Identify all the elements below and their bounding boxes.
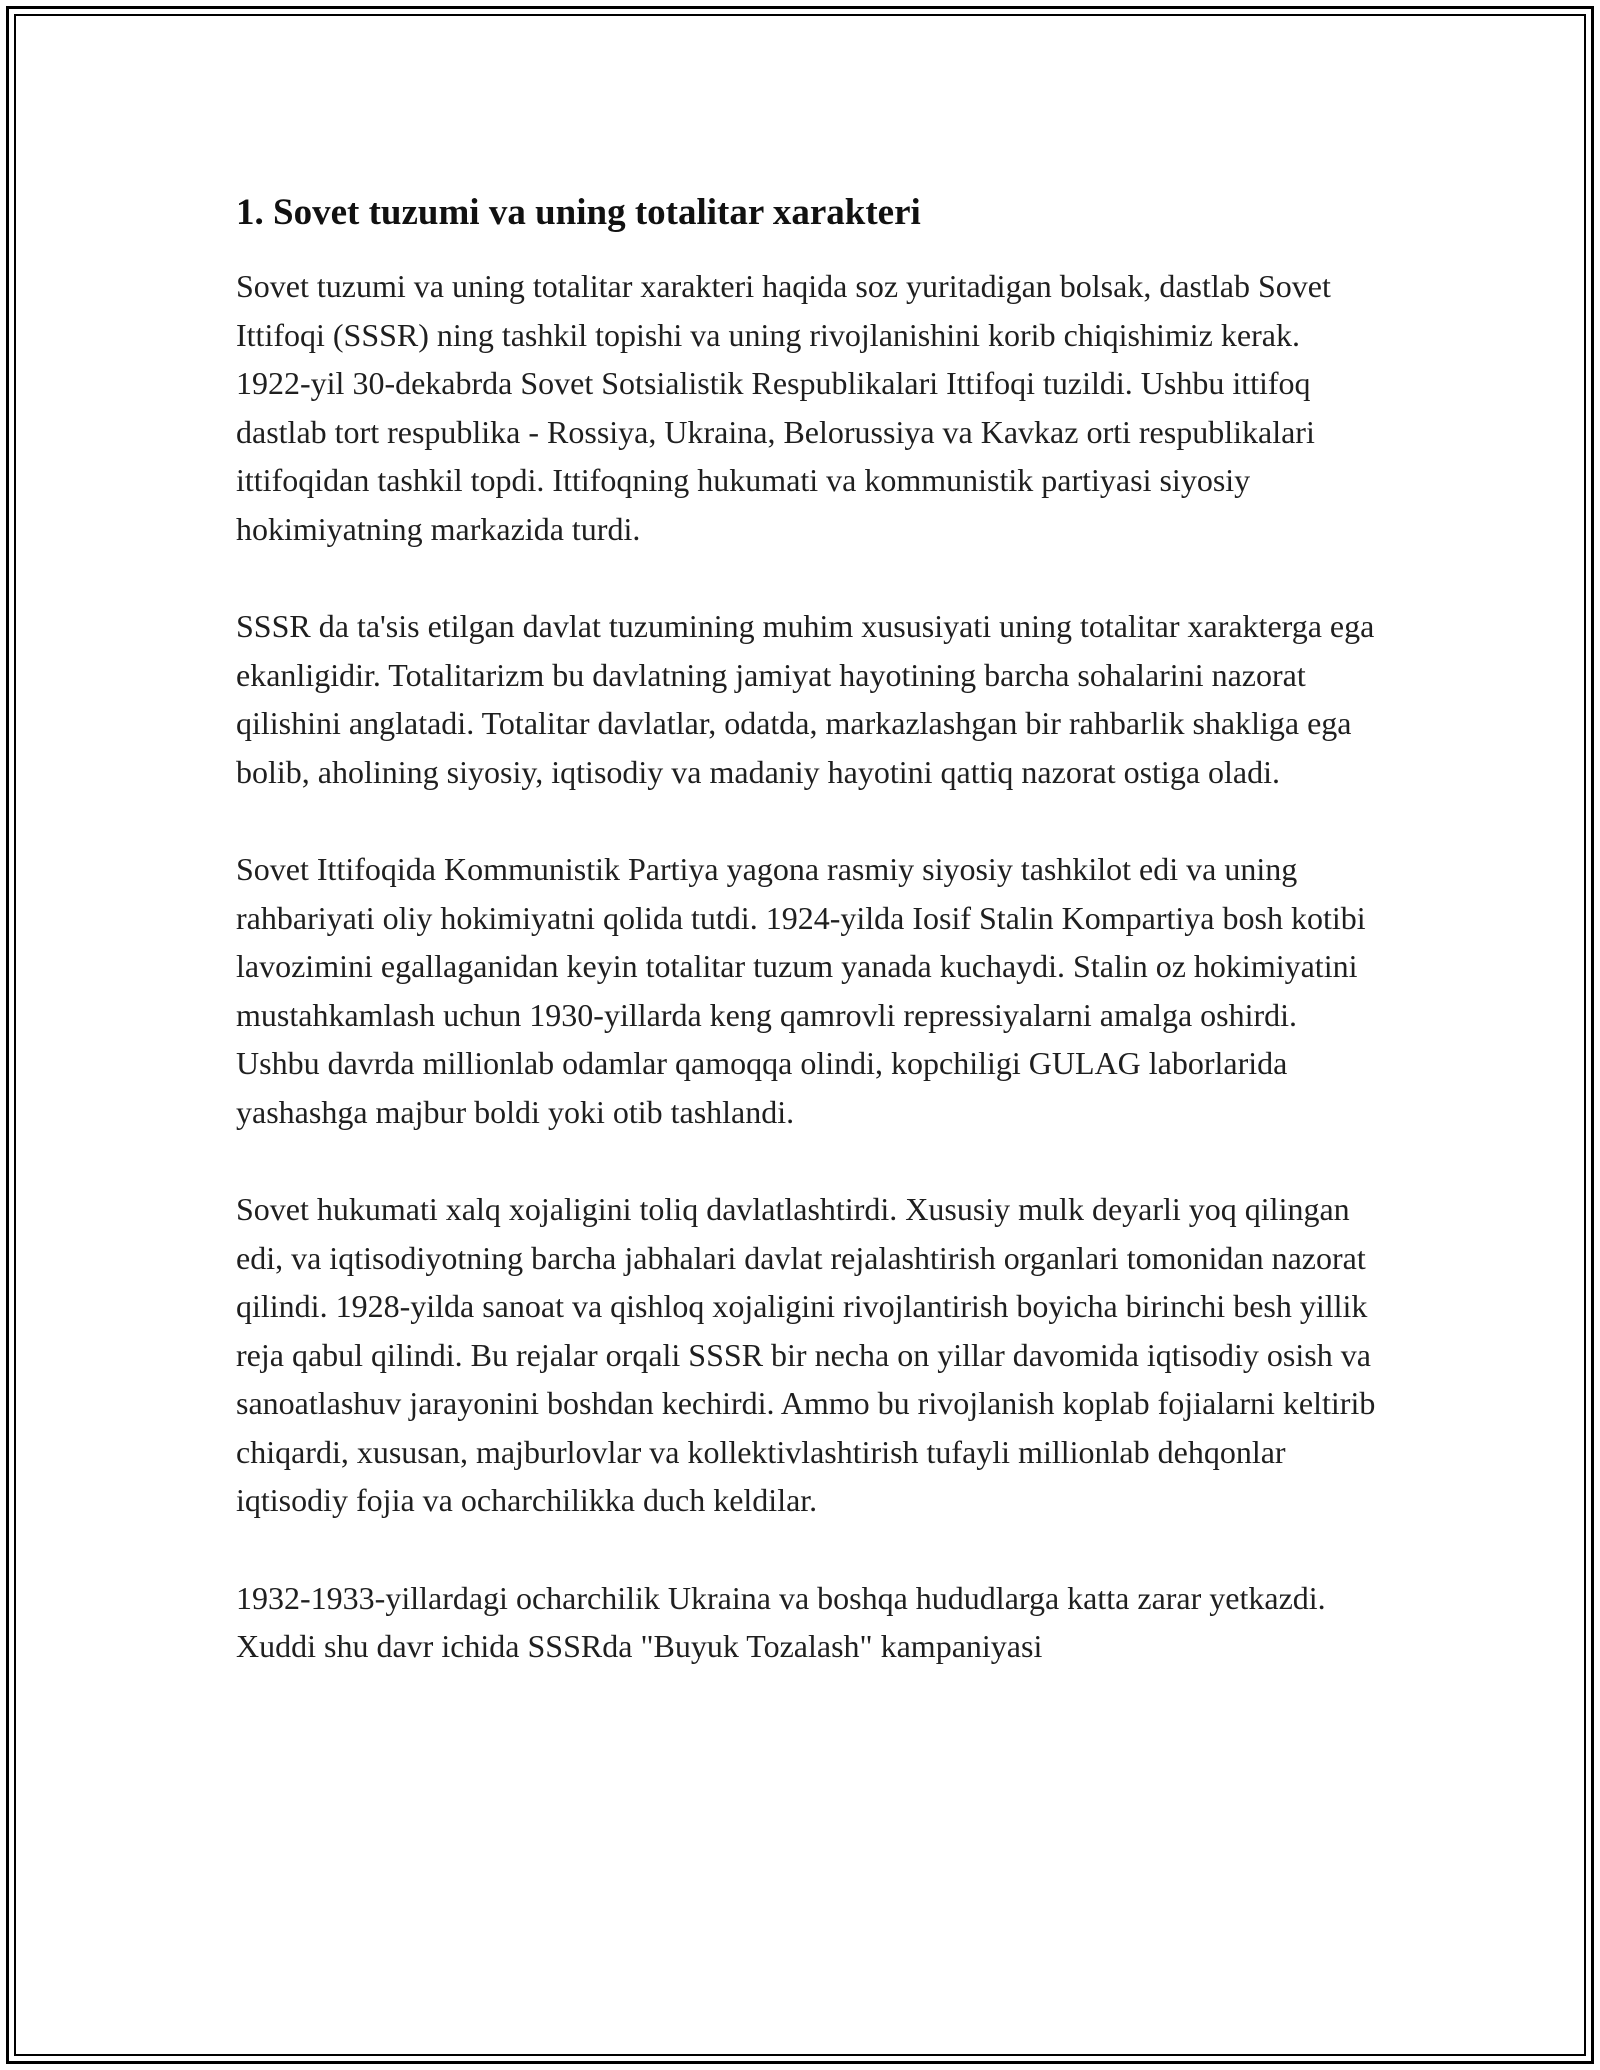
section-heading: 1. Sovet tuzumi va uning totalitar xarakteri — [236, 192, 921, 233]
paragraph-4: Sovet hukumati xalq xojaligini toliq davlatlashtirdi. Xususiy mulk deyarli yoq qilingan edi, va iqtisodiyotning barcha jabhalari davlat rejalashtirish organlari tomonidan nazorat qilindi. 1928-yilda sanoat va qishloq xojaligini rivojlantirish boyicha birinchi besh yillik reja qabul qilindi. Bu rejalar orqali SSSR bir necha on yillar davomida iqtisodiy osish va sanoatlashuv jarayonini boshdan kechirdi. Ammo bu rivojlanish koplab fojialarni keltirib chiqardi, xususan, majburlovlar va kollektivlashtirish tufayli millionlab dehqonlar iqtisodiy fojia va ocharchilikka duch keldilar. — [236, 1191, 1376, 1518]
paragraph-1: Sovet tuzumi va uning totalitar xarakteri haqida soz yuritadigan bolsak, dastlab Sovet Ittifoqi (SSSR) ning tashkil topishi va uning rivojlanishini korib chiqishimiz kerak. 1922-yil 30-dekabrda Sovet Sotsialistik Respublikalari Ittifoqi tuzildi. Ushbu ittifoq dastlab tort respublika - Rossiya, Ukraina, Belorussiya va Kavkaz orti respublikalari ittifoqidan tashkil topdi. Ittifoqning hukumati va kommunistik partiyasi siyosiy hokimiyatning markazida turdi. — [236, 268, 1331, 547]
document-body — [236, 186, 1376, 1720]
paragraph-2: SSSR da ta'sis etilgan davlat tuzumining muhim xususiyati uning totalitar xarakterga ega ekanligidir. Totalitarizm bu davlatning jamiyat hayotining barcha sohalarini nazorat qilishini anglatadi. Totalitar davlatlar, odatda, markazlashgan bir rahbarlik shakliga ega bolib, aholining siyosiy, iqtisodiy va madaniy hayotini qattiq nazorat ostiga oladi. — [236, 608, 1375, 790]
paragraph-3: Sovet Ittifoqida Kommunistik Partiya yagona rasmiy siyosiy tashkilot edi va uning rahbariyati oliy hokimiyatni qolida tutdi. 1924-yilda Iosif Stalin Kompartiya bosh kotibi lavozimini egallaganidan keyin totalitar tuzum yanada kuchaydi. Stalin oz hokimiyatini mustahkamlash uchun 1930-yillarda keng qamrovli repressiyalarni amalga oshirdi. Ushbu davrda millionlab odamlar qamoqqa olindi, kopchiligi GULAG laborlarida yashashga majbur boldi yoki otib tashlandi. — [236, 851, 1366, 1130]
paragraph-5: 1932-1933-yillardagi ocharchilik Ukraina va boshqa hududlarga katta zarar yetkazdi. Xuddi shu davr ichida SSSRda "Buyuk Tozalash" kampaniyasi — [236, 1579, 1326, 1664]
